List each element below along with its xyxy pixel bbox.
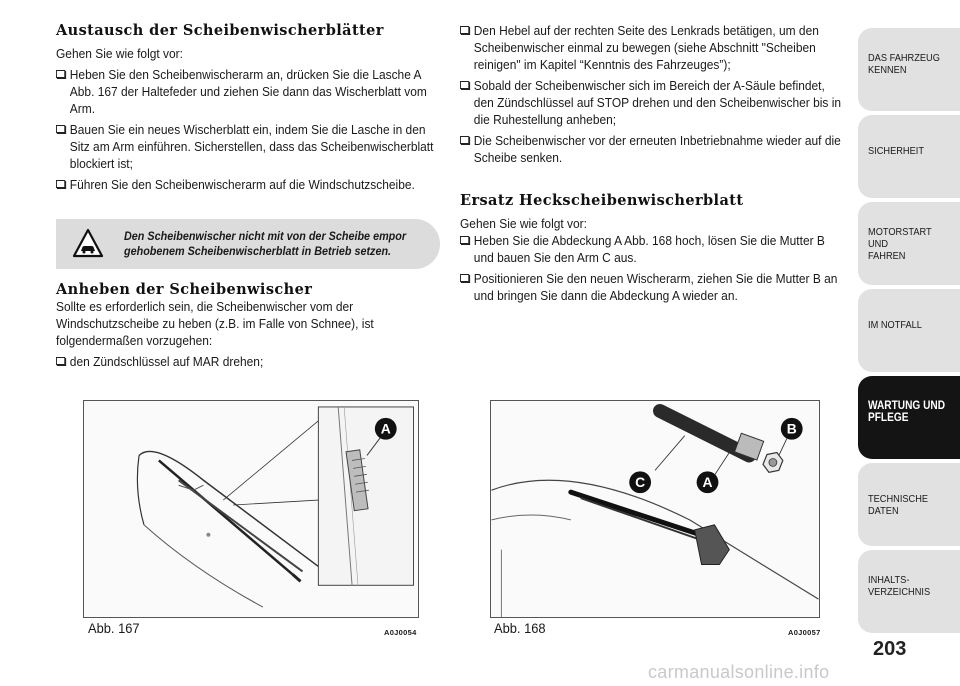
windshield-wiper-illustration <box>84 401 418 617</box>
list-item: den Zündschlüssel auf MAR drehen; <box>56 353 438 370</box>
figure-caption: Abb. 168 <box>494 620 546 636</box>
svg-text:B: B <box>786 420 797 437</box>
checkbox-bullet-icon <box>56 180 65 188</box>
list-item: Führen Sie den Scheibenwischerarm auf die Windschutzscheibe. <box>56 176 438 193</box>
left-column <box>56 22 440 370</box>
checkbox-bullet-icon <box>460 26 469 34</box>
checkbox-bullet-icon <box>56 125 65 133</box>
section-heading-wiper-blade-replacement: Austausch der Scheibenwischerblätter <box>56 22 384 39</box>
checkbox-bullet-icon <box>56 357 65 365</box>
warning-text: Den Scheibenwischer nicht mit von der Scheibe empor gehobenem Scheibenwischerblatt in Betrieb setzen. <box>124 229 407 258</box>
list-item: Heben Sie die Abdeckung A Abb. 168 hoch, lösen Sie die Mutter B und bauen Sie den Arm C aus. <box>460 232 843 266</box>
tab-sicherheit[interactable]: SICHERHEIT <box>858 115 960 198</box>
checkbox-bullet-icon <box>460 136 469 144</box>
checkbox-bullet-icon <box>460 236 469 244</box>
tab-technische-daten[interactable]: TECHNISCHE DATEN <box>858 463 960 546</box>
list-item: Sobald der Scheibenwischer sich im Bereich der A-Säule befindet, den Zündschlüssel auf STOP drehen und den Scheibenwischer bis in die Ruhestellung anheben; <box>460 77 843 128</box>
svg-text:A: A <box>702 474 713 491</box>
rear-wiper-illustration <box>491 401 819 617</box>
checkbox-bullet-icon <box>56 70 65 78</box>
page-number: 203 <box>873 638 907 660</box>
warning-box <box>56 219 440 269</box>
figure-code: A0J0057 <box>788 628 821 637</box>
section-heading-lift-wipers: Anheben der Scheibenwischer <box>56 281 313 298</box>
figure-167-illustration <box>83 400 419 618</box>
tab-inhaltsverzeichnis[interactable]: INHALTS- VERZEICHNIS <box>858 550 960 633</box>
figure-caption: Abb. 167 <box>88 620 140 636</box>
tab-im-notfall[interactable]: IM NOTFALL <box>858 289 960 372</box>
chapter-sidebar <box>858 28 960 637</box>
intro-text: Sollte es erforderlich sein, die Scheibenwischer vom der Windschutzscheibe zu heben (z.B. im Falle von Schnee), ist folgendermaßen vorzugehen: <box>56 299 374 348</box>
figure-168-illustration <box>490 400 820 618</box>
intro-text: Gehen Sie wie folgt vor: <box>56 46 183 61</box>
list-item: Positionieren Sie den neuen Wischerarm, ziehen Sie die Mutter B an und bringen Sie dann die Abdeckung A wieder an. <box>460 270 843 304</box>
svg-text:C: C <box>635 474 646 491</box>
warning-triangle-car-icon <box>72 228 104 258</box>
list-item: Den Hebel auf der rechten Seite des Lenkrads betätigen, um den Scheibenwischer einmal zu bewegen (siehe Abschnitt "Scheiben reinigen" im Kapitel “Kenntnis des Fahrzeuges”); <box>460 22 843 73</box>
list-item: Die Scheibenwischer vor der erneuten Inbetriebnahme wieder auf die Scheibe senken. <box>460 132 843 166</box>
list-item: Heben Sie den Scheibenwischerarm an, drücken Sie die Lasche A Abb. 167 der Haltefeder und ziehen Sie dann das Wischerblatt vom Arm. <box>56 66 438 117</box>
intro-text: Gehen Sie wie folgt vor: <box>460 216 587 231</box>
tab-wartung-und-pflege[interactable]: WARTUNG UND PFLEGE <box>858 376 960 459</box>
checkbox-bullet-icon <box>460 274 469 282</box>
figure-code: A0J0054 <box>384 628 417 637</box>
tab-motorstart-und-fahren[interactable]: MOTORSTART UND FAHREN <box>858 202 960 285</box>
tab-das-fahrzeug-kennen[interactable]: DAS FAHRZEUG KENNEN <box>858 28 960 111</box>
list-item: Bauen Sie ein neues Wischerblatt ein, indem Sie die Lasche in den Sitz am Arm einführen. Sicherstellen, dass das Scheibenwischerblatt blockiert ist; <box>56 121 438 172</box>
watermark: carmanualsonline.info <box>648 662 830 682</box>
checkbox-bullet-icon <box>460 81 469 89</box>
svg-text:A: A <box>380 420 391 437</box>
section-heading-rear-wiper: Ersatz Heckscheibenwischerblatt <box>460 192 744 209</box>
right-column <box>460 22 845 304</box>
